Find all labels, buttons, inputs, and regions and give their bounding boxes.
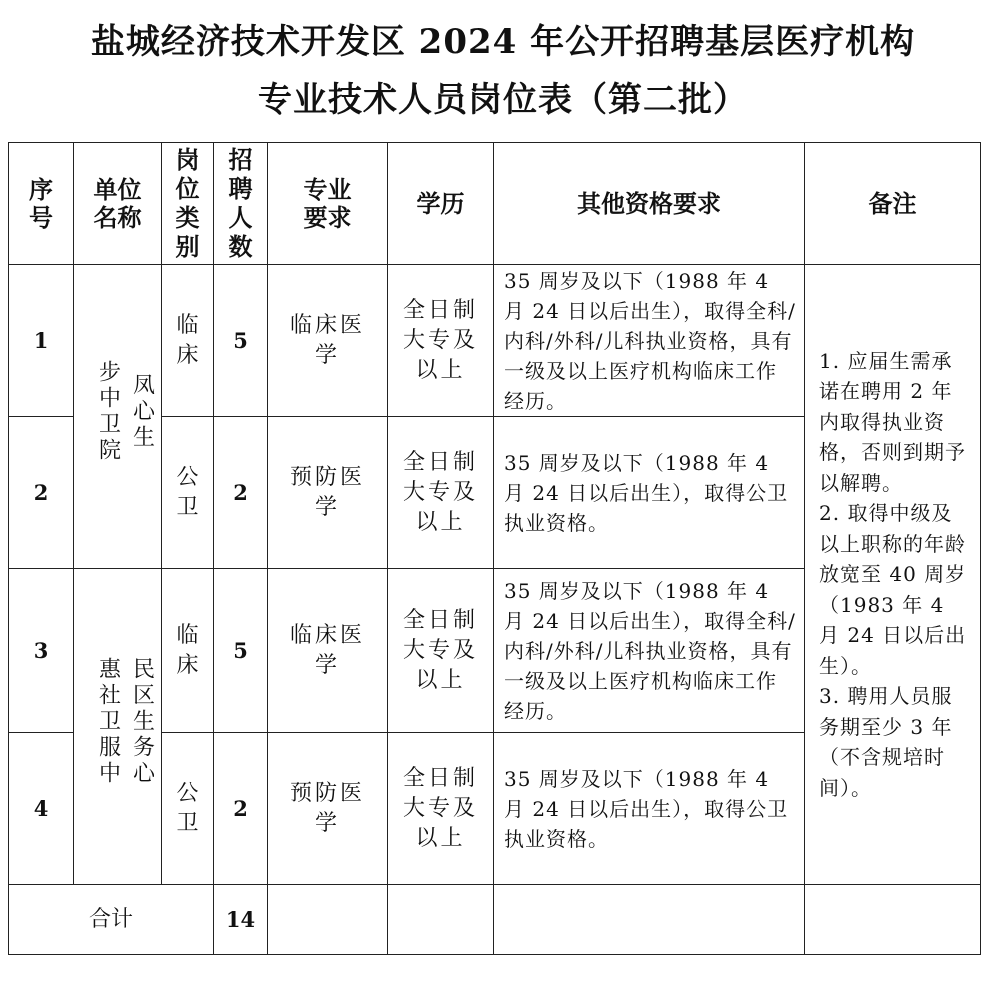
header-education: 学历 (388, 143, 494, 265)
education-cell: 全日制 大专及 以上 (388, 733, 494, 885)
post-type-cell: 临 床 (162, 569, 214, 733)
total-row (9, 885, 981, 955)
major-cell: 临床医 学 (268, 569, 388, 733)
major-cell: 临床医 学 (268, 265, 388, 417)
count-cell: 2 (214, 417, 268, 569)
education-cell: 全日制 大专及 以上 (388, 569, 494, 733)
header-unit: 单位 名称 (74, 143, 162, 265)
page-subtitle: 专业技术人员岗位表（第二批） (258, 80, 748, 120)
major-cell: 预防医 学 (268, 417, 388, 569)
page-title: 盐城经济技术开发区 2024 年公开招聘基层医疗机构 (90, 22, 916, 62)
header-other: 其他资格要求 (494, 143, 805, 265)
remark-item: 1. 应届生需承诺在聘用 2 年内取得执业资格，否则到期予以解聘。 (819, 348, 966, 495)
empty-cell (805, 885, 981, 955)
empty-cell (494, 885, 805, 955)
requirement-cell: 35 周岁及以下（1988 年 4 月 24 日以后出生），取得公卫执业资格。 (494, 417, 805, 569)
post-type-cell: 公 卫 (162, 733, 214, 885)
requirement-cell: 35 周岁及以下（1988 年 4 月 24 日以后出生），取得公卫执业资格。 (494, 733, 805, 885)
seq-cell: 1 (9, 265, 74, 417)
empty-cell (388, 885, 494, 955)
remark-item: 2. 取得中级及以上职称的年龄放宽至 40 周岁（1983 年 4 月 24 日以后出生）。 (819, 501, 967, 678)
empty-cell (268, 885, 388, 955)
seq-cell: 4 (9, 733, 74, 885)
post-type-cell: 临 床 (162, 265, 214, 417)
header-post-type: 岗 位 类 别 (162, 143, 214, 265)
remark-item: 3. 聘用人员服务期至少 3 年（不含规培时间）。 (819, 684, 953, 800)
header-count: 招 聘 人 数 (214, 143, 268, 265)
unit-cell: 凤心生 步中卫院 (74, 265, 162, 569)
position-table (8, 142, 981, 955)
seq-cell: 2 (9, 417, 74, 569)
total-count: 14 (214, 885, 268, 955)
seq-cell: 3 (9, 569, 74, 733)
requirement-cell: 35 周岁及以下（1988 年 4 月 24 日以后出生），取得全科/内科/外科/儿科执业资格，具有一级及以上医疗机构临床工作经历。 (494, 569, 805, 733)
unit-cell: 民区生务心 惠社卫服中 (74, 569, 162, 885)
total-label: 合计 (9, 885, 214, 955)
count-cell: 5 (214, 569, 268, 733)
post-type-cell: 公 卫 (162, 417, 214, 569)
header-remarks: 备注 (805, 143, 981, 265)
requirement-cell: 35 周岁及以下（1988 年 4 月 24 日以后出生），取得全科/内科/外科/儿科执业资格，具有一级及以上医疗机构临床工作经历。 (494, 265, 805, 417)
header-major: 专业 要求 (268, 143, 388, 265)
remarks-cell (805, 265, 981, 885)
table-row (9, 265, 981, 417)
count-cell: 2 (214, 733, 268, 885)
education-cell: 全日制 大专及 以上 (388, 265, 494, 417)
header-seq: 序 号 (9, 143, 74, 265)
education-cell: 全日制 大专及 以上 (388, 417, 494, 569)
count-cell: 5 (214, 265, 268, 417)
major-cell: 预防医 学 (268, 733, 388, 885)
header-row (9, 143, 981, 265)
